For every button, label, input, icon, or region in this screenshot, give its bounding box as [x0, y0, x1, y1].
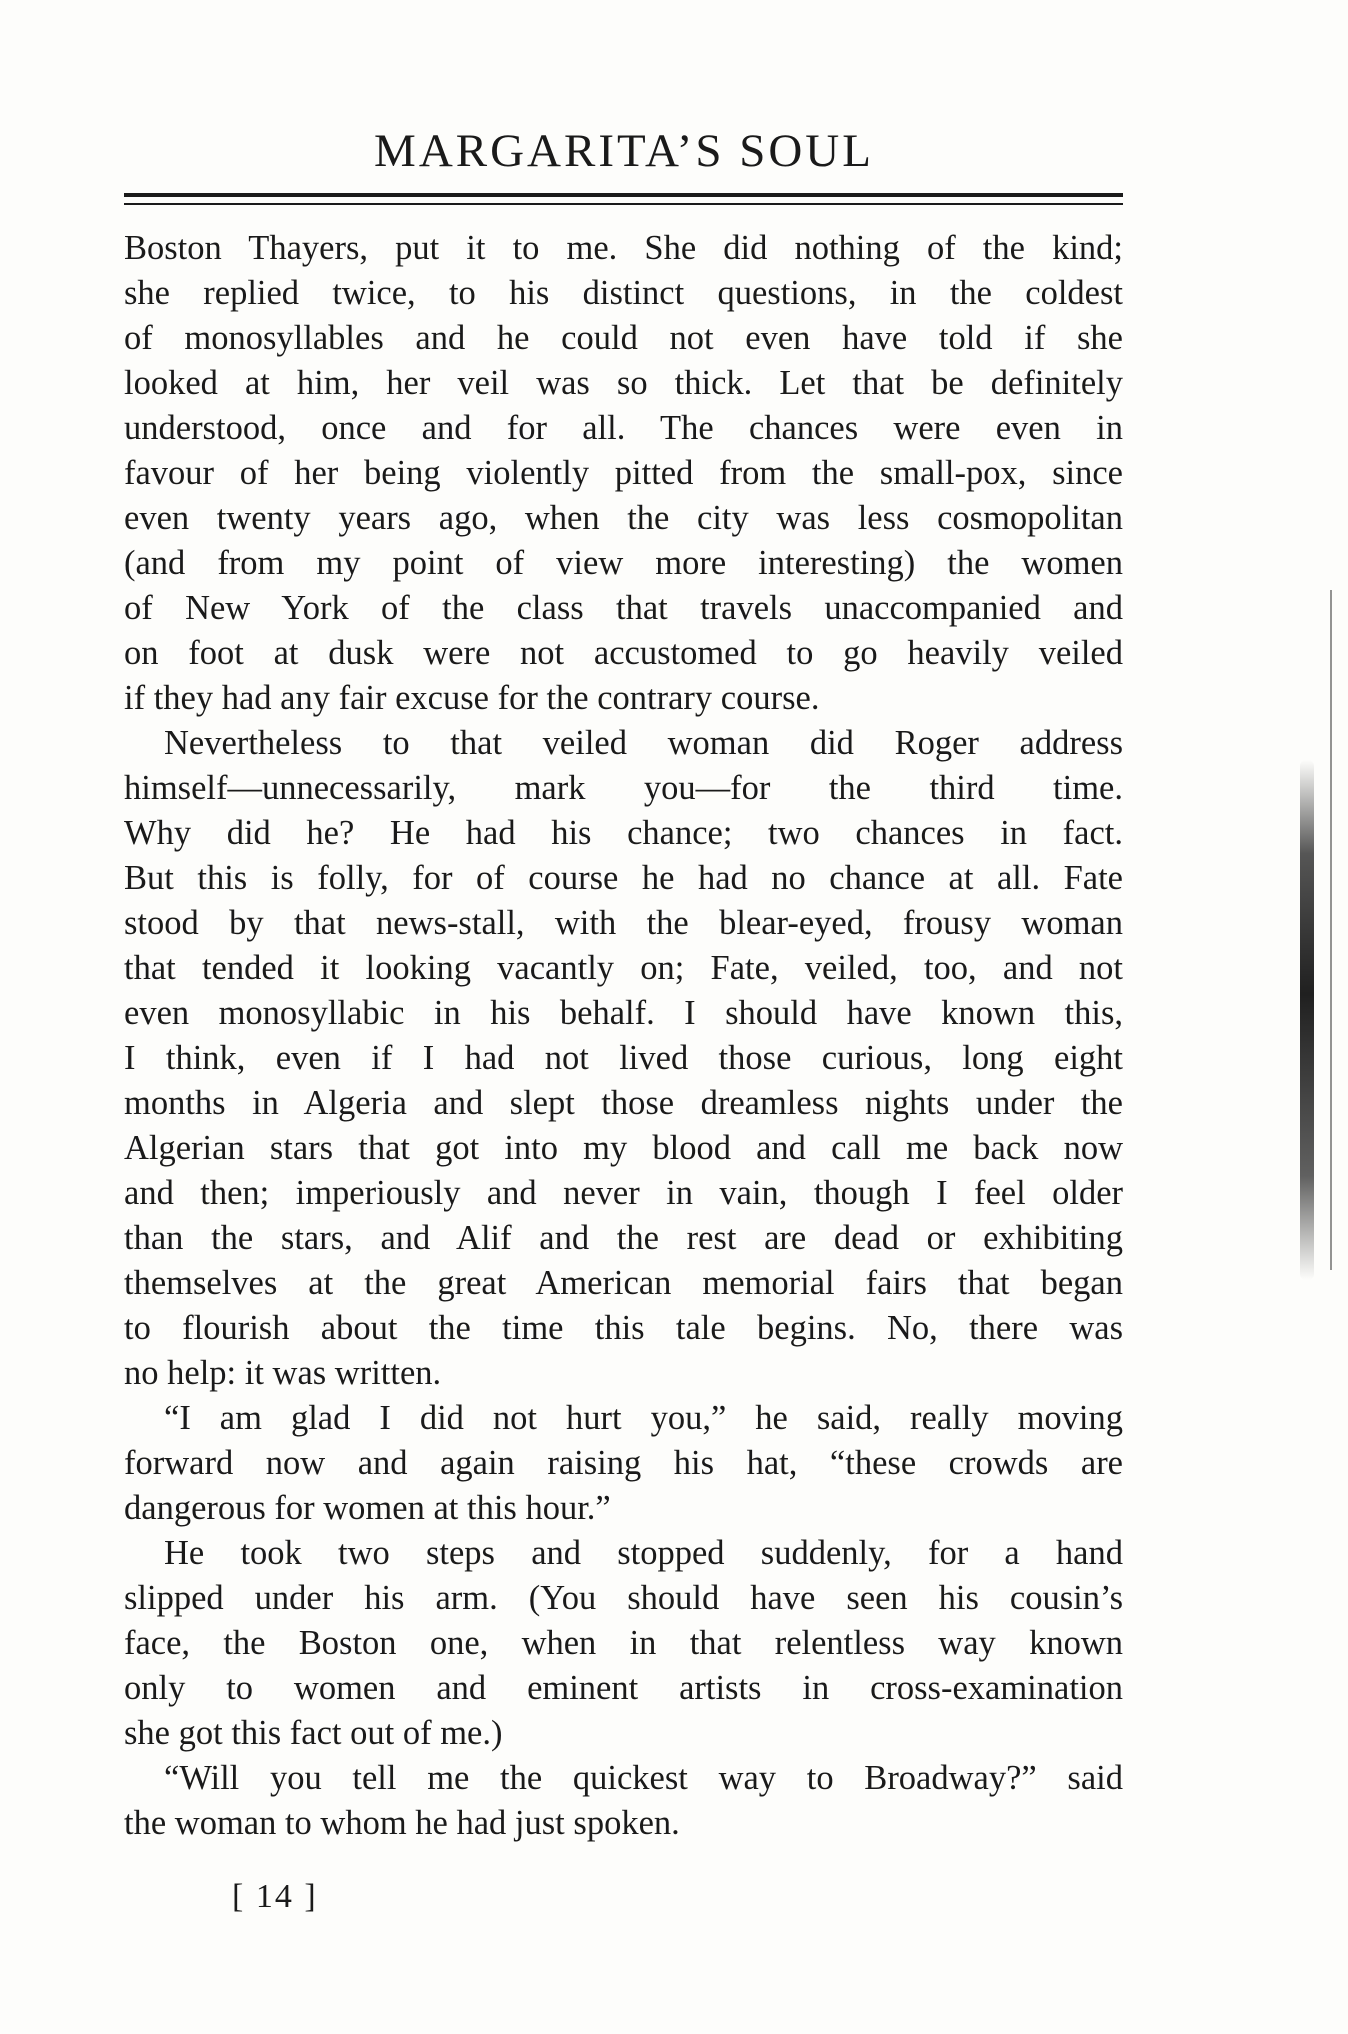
text-line: of New York of the class that travels unaccompanied and — [124, 589, 1123, 627]
text-line: forward now and again raising his hat, “these crowds are — [124, 1444, 1123, 1482]
paragraph — [124, 721, 1123, 1396]
paragraph — [124, 1531, 1123, 1756]
paragraph — [124, 1756, 1123, 1846]
text-line: even twenty years ago, when the city was less cosmopolitan — [124, 499, 1123, 537]
text-line: of monosyllables and he could not even have told if she — [124, 319, 1123, 357]
text-line: even monosyllabic in his behalf. I should have known this, — [124, 994, 1123, 1032]
margin-scan-line — [1330, 590, 1332, 1270]
text-line: (and from my point of view more interesting) the women — [124, 544, 1123, 582]
text-line: looked at him, her veil was so thick. Let that be definitely — [124, 364, 1123, 402]
paragraph — [124, 226, 1123, 721]
text-line: He took two steps and stopped suddenly, for a hand — [164, 1534, 1123, 1572]
text-line: I think, even if I had not lived those curious, long eight — [124, 1039, 1123, 1077]
text-line: Boston Thayers, put it to me. She did nothing of the kind; — [124, 229, 1123, 267]
text-line: dangerous for women at this hour.” — [124, 1489, 611, 1527]
body-text — [124, 226, 1123, 1846]
text-line: face, the Boston one, when in that relentless way known — [124, 1624, 1123, 1662]
text-line: to flourish about the time this tale begins. No, there was — [124, 1309, 1123, 1347]
text-line: than the stars, and Alif and the rest are dead or exhibiting — [124, 1219, 1123, 1257]
text-line: that tended it looking vacantly on; Fate, veiled, too, and not — [124, 949, 1123, 987]
text-line: “Will you tell me the quickest way to Broadway?” said — [164, 1759, 1123, 1797]
header-rule-thin — [124, 203, 1123, 205]
text-line: if they had any fair excuse for the contrary course. — [124, 679, 820, 717]
text-line: months in Algeria and slept those dreamless nights under the — [124, 1084, 1123, 1122]
text-line: and then; imperiously and never in vain, though I feel older — [124, 1174, 1123, 1212]
text-line: Why did he? He had his chance; two chances in fact. — [124, 814, 1123, 852]
text-line: stood by that news-stall, with the blear-eyed, frousy woman — [124, 904, 1123, 942]
text-line: no help: it was written. — [124, 1354, 442, 1392]
text-line: But this is folly, for of course he had no chance at all. Fate — [124, 859, 1123, 897]
text-line: on foot at dusk were not accustomed to go heavily veiled — [124, 634, 1123, 672]
text-line: she replied twice, to his distinct questions, in the coldest — [124, 274, 1123, 312]
text-line: “I am glad I did not hurt you,” he said, really moving — [164, 1399, 1123, 1437]
text-line: she got this fact out of me.) — [124, 1714, 503, 1752]
text-line: favour of her being violently pitted from the small-pox, since — [124, 454, 1123, 492]
text-line: the woman to whom he had just spoken. — [124, 1804, 680, 1842]
text-line: understood, once and for all. The chances were even in — [124, 409, 1123, 447]
paragraph — [124, 1396, 1123, 1531]
text-line: themselves at the great American memorial fairs that began — [124, 1264, 1123, 1302]
page-number: [ 14 ] — [232, 1878, 318, 1915]
running-title: MARGARITA’S SOUL — [374, 125, 874, 177]
text-line: only to women and eminent artists in cross-examination — [124, 1669, 1123, 1707]
text-line: himself—unnecessarily, mark you—for the third time. — [124, 769, 1123, 807]
text-line: Nevertheless to that veiled woman did Roger address — [164, 724, 1123, 762]
header-rule-thick — [124, 193, 1123, 197]
text-line: Algerian stars that got into my blood and call me back now — [124, 1129, 1123, 1167]
margin-scan-mark — [1300, 760, 1314, 1280]
text-line: slipped under his arm. (You should have seen his cousin’s — [124, 1579, 1123, 1617]
